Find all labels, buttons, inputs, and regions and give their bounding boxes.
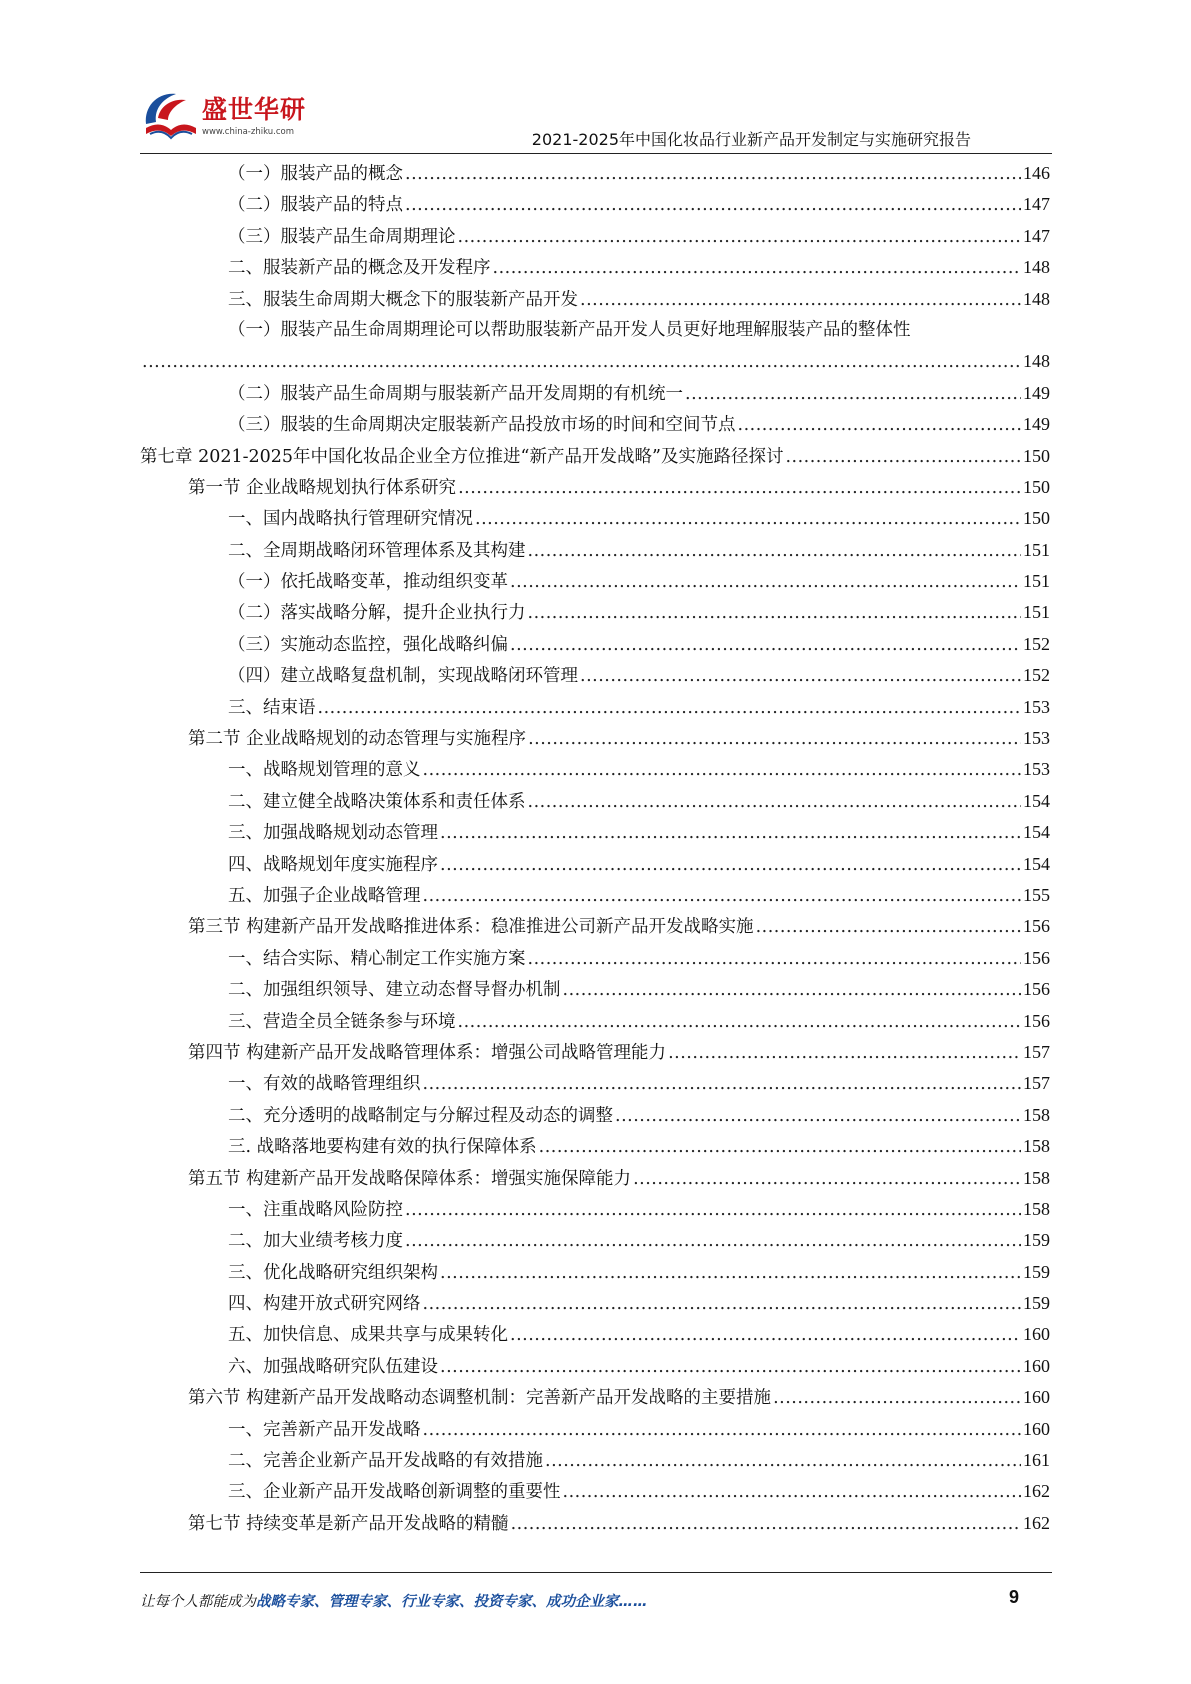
toc-entry[interactable] bbox=[140, 723, 1050, 754]
toc-dot-leader bbox=[318, 693, 1022, 724]
toc-dot-leader bbox=[440, 1258, 1021, 1289]
toc-dot-leader bbox=[615, 1101, 1021, 1132]
toc-entry-label: 第六节 构建新产品开发战略动态调整机制：完善新产品开发战略的主要措施 bbox=[188, 1388, 772, 1409]
toc-entry[interactable] bbox=[140, 1257, 1050, 1288]
toc-entry[interactable] bbox=[140, 1100, 1050, 1131]
footer-slogan-prefix: 让每个人都能成为 bbox=[140, 1594, 256, 1610]
toc-entry-label: （二）服装产品的特点 bbox=[228, 195, 403, 216]
table-of-contents bbox=[140, 158, 1050, 1539]
toc-entry-label: 第二节 企业战略规划的动态管理与实施程序 bbox=[188, 729, 527, 750]
toc-entry-page: 150 bbox=[1023, 445, 1050, 466]
toc-dot-leader bbox=[756, 912, 1021, 943]
toc-entry-page: 152 bbox=[1023, 633, 1050, 654]
toc-dot-leader bbox=[563, 975, 1022, 1006]
toc-entry-page: 156 bbox=[1023, 979, 1050, 1000]
toc-entry[interactable] bbox=[140, 566, 1050, 597]
toc-entry[interactable] bbox=[140, 158, 1050, 189]
toc-entry-page: 156 bbox=[1023, 947, 1050, 968]
toc-entry-page: 148 bbox=[1023, 257, 1050, 278]
toc-dot-leader bbox=[510, 630, 1021, 661]
toc-entry[interactable] bbox=[140, 535, 1050, 566]
toc-entry-label: 三、加强战略规划动态管理 bbox=[228, 823, 438, 844]
toc-entry-label: 第一节 企业战略规划执行体系研究 bbox=[188, 477, 457, 498]
toc-entry[interactable] bbox=[140, 1006, 1050, 1037]
footer-slogan-highlight: 战略专家、管理专家、行业专家、投资专家、成功企业家…… bbox=[256, 1594, 648, 1610]
toc-entry-page: 161 bbox=[1023, 1450, 1050, 1471]
company-logo bbox=[140, 84, 310, 156]
toc-entry[interactable] bbox=[140, 1445, 1050, 1476]
toc-entry-label: 二、建立健全战略决策体系和责任体系 bbox=[228, 791, 526, 812]
toc-entry-page: 162 bbox=[1023, 1512, 1050, 1533]
toc-entry[interactable] bbox=[140, 943, 1050, 974]
toc-entry[interactable] bbox=[140, 1351, 1050, 1382]
toc-entry[interactable] bbox=[140, 1288, 1050, 1319]
toc-entry[interactable] bbox=[140, 503, 1050, 534]
toc-entry[interactable] bbox=[140, 472, 1050, 503]
toc-entry-label: 二、加大业绩考核力度 bbox=[228, 1231, 403, 1252]
toc-entry[interactable] bbox=[140, 378, 1050, 409]
toc-dot-leader bbox=[405, 190, 1021, 221]
toc-dot-leader bbox=[510, 567, 1021, 598]
toc-entry-page: 153 bbox=[1023, 759, 1050, 780]
toc-entry-page: 160 bbox=[1023, 1387, 1050, 1408]
toc-dot-leader bbox=[685, 379, 1021, 410]
toc-entry-page: 159 bbox=[1023, 1293, 1050, 1314]
toc-entry[interactable] bbox=[140, 221, 1050, 252]
toc-dot-leader bbox=[528, 944, 1022, 975]
toc-entry-label: 五、加快信息、成果共享与成果转化 bbox=[228, 1325, 508, 1346]
toc-dot-leader bbox=[668, 1038, 1021, 1069]
toc-dot-leader bbox=[423, 881, 1022, 912]
toc-entry[interactable] bbox=[140, 817, 1050, 848]
toc-entry-label: （一）服装产品的概念 bbox=[228, 164, 403, 184]
toc-entry[interactable] bbox=[140, 1163, 1050, 1194]
toc-dot-leader bbox=[511, 1509, 1021, 1540]
toc-dot-leader bbox=[475, 504, 1021, 535]
toc-entry[interactable] bbox=[140, 1476, 1050, 1507]
toc-entry-label: 第五节 构建新产品开发战略保障体系：增强实施保障能力 bbox=[188, 1168, 632, 1189]
toc-entry-page: 160 bbox=[1023, 1418, 1050, 1439]
toc-entry-page: 157 bbox=[1023, 1041, 1050, 1062]
toc-entry[interactable] bbox=[140, 1414, 1050, 1445]
toc-entry-page: 151 bbox=[1023, 602, 1050, 623]
toc-entry-label: 四、构建开放式研究网络 bbox=[228, 1294, 421, 1315]
toc-entry[interactable] bbox=[140, 315, 1050, 346]
toc-dot-leader bbox=[785, 442, 1021, 473]
toc-dot-leader bbox=[405, 159, 1021, 190]
toc-entry[interactable] bbox=[140, 1508, 1050, 1539]
toc-entry[interactable] bbox=[140, 754, 1050, 785]
toc-dot-leader bbox=[423, 1415, 1022, 1446]
toc-entry[interactable] bbox=[140, 252, 1050, 283]
toc-entry-label: 一、有效的战略管理组织 bbox=[228, 1074, 421, 1095]
toc-entry-label: 二、充分透明的战略制定与分解过程及动态的调整 bbox=[228, 1105, 613, 1126]
footer-slogan bbox=[140, 1590, 648, 1611]
toc-entry-label: （三）服装产品生命周期理论 bbox=[228, 226, 456, 247]
page-number: 9 bbox=[1008, 1587, 1019, 1607]
toc-entry-label: 三、服装生命周期大概念下的服装新产品开发 bbox=[228, 289, 578, 310]
toc-dot-leader bbox=[405, 1195, 1021, 1226]
toc-entry[interactable] bbox=[140, 1382, 1050, 1413]
toc-entry[interactable] bbox=[140, 1037, 1050, 1068]
toc-entry-page: 158 bbox=[1023, 1167, 1050, 1188]
toc-dot-leader bbox=[423, 1069, 1022, 1100]
toc-entry-page: 149 bbox=[1023, 382, 1050, 403]
book-swoosh-logo-icon bbox=[140, 84, 202, 146]
toc-entry-page: 147 bbox=[1023, 225, 1050, 246]
toc-entry[interactable] bbox=[140, 660, 1050, 691]
toc-entry[interactable] bbox=[140, 1194, 1050, 1225]
toc-entry[interactable] bbox=[140, 911, 1050, 942]
toc-entry[interactable] bbox=[140, 189, 1050, 220]
toc-dot-leader bbox=[405, 1226, 1021, 1257]
toc-entry-label: 六、加强战略研究队伍建设 bbox=[228, 1356, 438, 1377]
toc-entry-page: 147 bbox=[1023, 194, 1050, 215]
toc-entry-label: 三、企业新产品开发战略创新调整的重要性 bbox=[228, 1482, 561, 1503]
toc-dot-leader bbox=[423, 755, 1022, 786]
toc-entry-label: 二、服装新产品的概念及开发程序 bbox=[228, 258, 491, 279]
toc-entry[interactable] bbox=[140, 849, 1050, 880]
toc-entry-page: 160 bbox=[1023, 1355, 1050, 1376]
toc-dot-leader bbox=[545, 1446, 1021, 1477]
toc-entry-page: 150 bbox=[1023, 508, 1050, 529]
toc-dot-leader bbox=[633, 1164, 1021, 1195]
toc-entry-page: 160 bbox=[1023, 1324, 1050, 1345]
toc-entry-label: （三）服装的生命周期决定服装新产品投放市场的时间和空间节点 bbox=[228, 415, 736, 436]
toc-entry-label: 第四节 构建新产品开发战略管理体系：增强公司战略管理能力 bbox=[188, 1042, 667, 1063]
toc-entry-label: 四、战略规划年度实施程序 bbox=[228, 854, 438, 875]
toc-entry-page: 157 bbox=[1023, 1073, 1050, 1094]
toc-entry-page: 158 bbox=[1023, 1136, 1050, 1157]
toc-dot-leader bbox=[440, 1352, 1021, 1383]
toc-entry-page: 154 bbox=[1023, 853, 1050, 874]
toc-dot-leader bbox=[440, 818, 1021, 849]
toc-entry-label: 二、加强组织领导、建立动态督导督办机制 bbox=[228, 980, 561, 1001]
toc-entry[interactable] bbox=[140, 786, 1050, 817]
toc-dot-leader bbox=[458, 1007, 1022, 1038]
toc-entry-page: 156 bbox=[1023, 916, 1050, 937]
toc-entry-page: 153 bbox=[1023, 696, 1050, 717]
toc-dot-leader bbox=[458, 473, 1021, 504]
toc-entry-page: 151 bbox=[1023, 571, 1050, 592]
toc-entry[interactable] bbox=[140, 974, 1050, 1005]
logo-text: 盛世华研 bbox=[202, 95, 307, 124]
report-title: 2021-2025年中国化妆品行业新产品开发制定与实施研究报告 bbox=[531, 130, 971, 149]
toc-entry-page: 148 bbox=[1023, 351, 1050, 372]
toc-dot-leader bbox=[528, 724, 1021, 755]
toc-entry[interactable] bbox=[140, 441, 1050, 472]
toc-entry-label: 三. 战略落地要构建有效的执行保障体系 bbox=[228, 1137, 537, 1158]
toc-entry[interactable] bbox=[140, 346, 1050, 377]
toc-entry-page: 155 bbox=[1023, 884, 1050, 905]
toc-entry[interactable] bbox=[140, 629, 1050, 660]
toc-entry-label: 三、营造全员全链条参与环境 bbox=[228, 1011, 456, 1032]
toc-entry-page: 156 bbox=[1023, 1010, 1050, 1031]
toc-entry[interactable] bbox=[140, 1068, 1050, 1099]
toc-entry[interactable] bbox=[140, 1319, 1050, 1350]
toc-entry-label: 五、加强子企业战略管理 bbox=[228, 885, 421, 906]
toc-dot-leader bbox=[580, 285, 1021, 316]
toc-entry[interactable] bbox=[140, 1131, 1050, 1162]
toc-dot-leader bbox=[440, 850, 1021, 881]
toc-dot-leader bbox=[510, 1320, 1021, 1351]
toc-entry-label: （三）实施动态监控，强化战略纠偏 bbox=[228, 634, 508, 655]
toc-entry-page: 154 bbox=[1023, 790, 1050, 811]
toc-dot-leader bbox=[773, 1383, 1021, 1414]
toc-dot-leader bbox=[142, 347, 1021, 378]
toc-entry-page: 159 bbox=[1023, 1230, 1050, 1251]
toc-entry-label: 一、注重战略风险防控 bbox=[228, 1199, 403, 1220]
toc-entry[interactable] bbox=[140, 1225, 1050, 1256]
toc-entry-label: 一、结合实际、精心制定工作实施方案 bbox=[228, 948, 526, 969]
toc-dot-leader bbox=[528, 536, 1022, 567]
toc-entry-label: （二）服装产品生命周期与服装新产品开发周期的有机统一 bbox=[228, 383, 683, 404]
toc-entry[interactable] bbox=[140, 597, 1050, 628]
toc-entry-label: 三、优化战略研究组织架构 bbox=[228, 1262, 438, 1283]
toc-dot-leader bbox=[528, 598, 1022, 629]
header-divider bbox=[140, 153, 1052, 154]
toc-entry-page: 158 bbox=[1023, 1198, 1050, 1219]
toc-entry-label: （一）服装产品生命周期理论可以帮助服装新产品开发人员更好地理解服装产品的整体性 bbox=[228, 319, 911, 340]
toc-dot-leader bbox=[539, 1132, 1021, 1163]
footer-divider bbox=[140, 1572, 1052, 1573]
toc-entry-page: 154 bbox=[1023, 822, 1050, 843]
toc-entry-label: 第三节 构建新产品开发战略推进体系：稳准推进公司新产品开发战略实施 bbox=[188, 917, 754, 938]
toc-entry-label: 一、战略规划管理的意义 bbox=[228, 760, 421, 781]
toc-entry-page: 148 bbox=[1023, 288, 1050, 309]
toc-dot-leader bbox=[493, 253, 1022, 284]
toc-entry[interactable] bbox=[140, 880, 1050, 911]
toc-dot-leader bbox=[738, 410, 1022, 441]
toc-entry-label: 三、结束语 bbox=[228, 697, 316, 718]
toc-entry-label: 二、完善企业新产品开发战略的有效措施 bbox=[228, 1451, 543, 1472]
toc-entry[interactable] bbox=[140, 409, 1050, 440]
toc-entry-page: 149 bbox=[1023, 414, 1050, 435]
toc-entry[interactable] bbox=[140, 284, 1050, 315]
toc-entry-label: 一、国内战略执行管理研究情况 bbox=[228, 509, 473, 530]
toc-entry-label: 一、完善新产品开发战略 bbox=[228, 1419, 421, 1440]
toc-entry-page: 146 bbox=[1023, 163, 1050, 183]
toc-entry-label: （四）建立战略复盘机制，实现战略闭环管理 bbox=[228, 666, 578, 687]
toc-entry-page: 153 bbox=[1023, 728, 1050, 749]
toc-entry-page: 158 bbox=[1023, 1104, 1050, 1125]
toc-entry-page: 162 bbox=[1023, 1481, 1050, 1502]
toc-entry-label: 第七节 持续变革是新产品开发战略的精髓 bbox=[188, 1513, 509, 1534]
toc-entry-page: 150 bbox=[1023, 476, 1050, 497]
toc-entry-page: 151 bbox=[1023, 539, 1050, 560]
logo-url: www.china-zhiku.com bbox=[202, 127, 294, 137]
toc-dot-leader bbox=[580, 661, 1021, 692]
toc-entry-label: （二）落实战略分解，提升企业执行力 bbox=[228, 603, 526, 624]
toc-dot-leader bbox=[563, 1477, 1022, 1508]
toc-entry-label: 第七章 2021-2025年中国化妆品企业全方位推进“新产品开发战略”及实施路径探讨 bbox=[140, 446, 784, 467]
toc-entry-label: （一）依托战略变革，推动组织变革 bbox=[228, 572, 508, 593]
toc-dot-leader bbox=[458, 222, 1022, 253]
toc-entry-page: 152 bbox=[1023, 665, 1050, 686]
toc-entry-page: 159 bbox=[1023, 1261, 1050, 1282]
toc-dot-leader bbox=[423, 1289, 1022, 1320]
toc-entry-label: 二、全周期战略闭环管理体系及其构建 bbox=[228, 540, 526, 561]
toc-dot-leader bbox=[528, 787, 1022, 818]
toc-entry[interactable] bbox=[140, 692, 1050, 723]
